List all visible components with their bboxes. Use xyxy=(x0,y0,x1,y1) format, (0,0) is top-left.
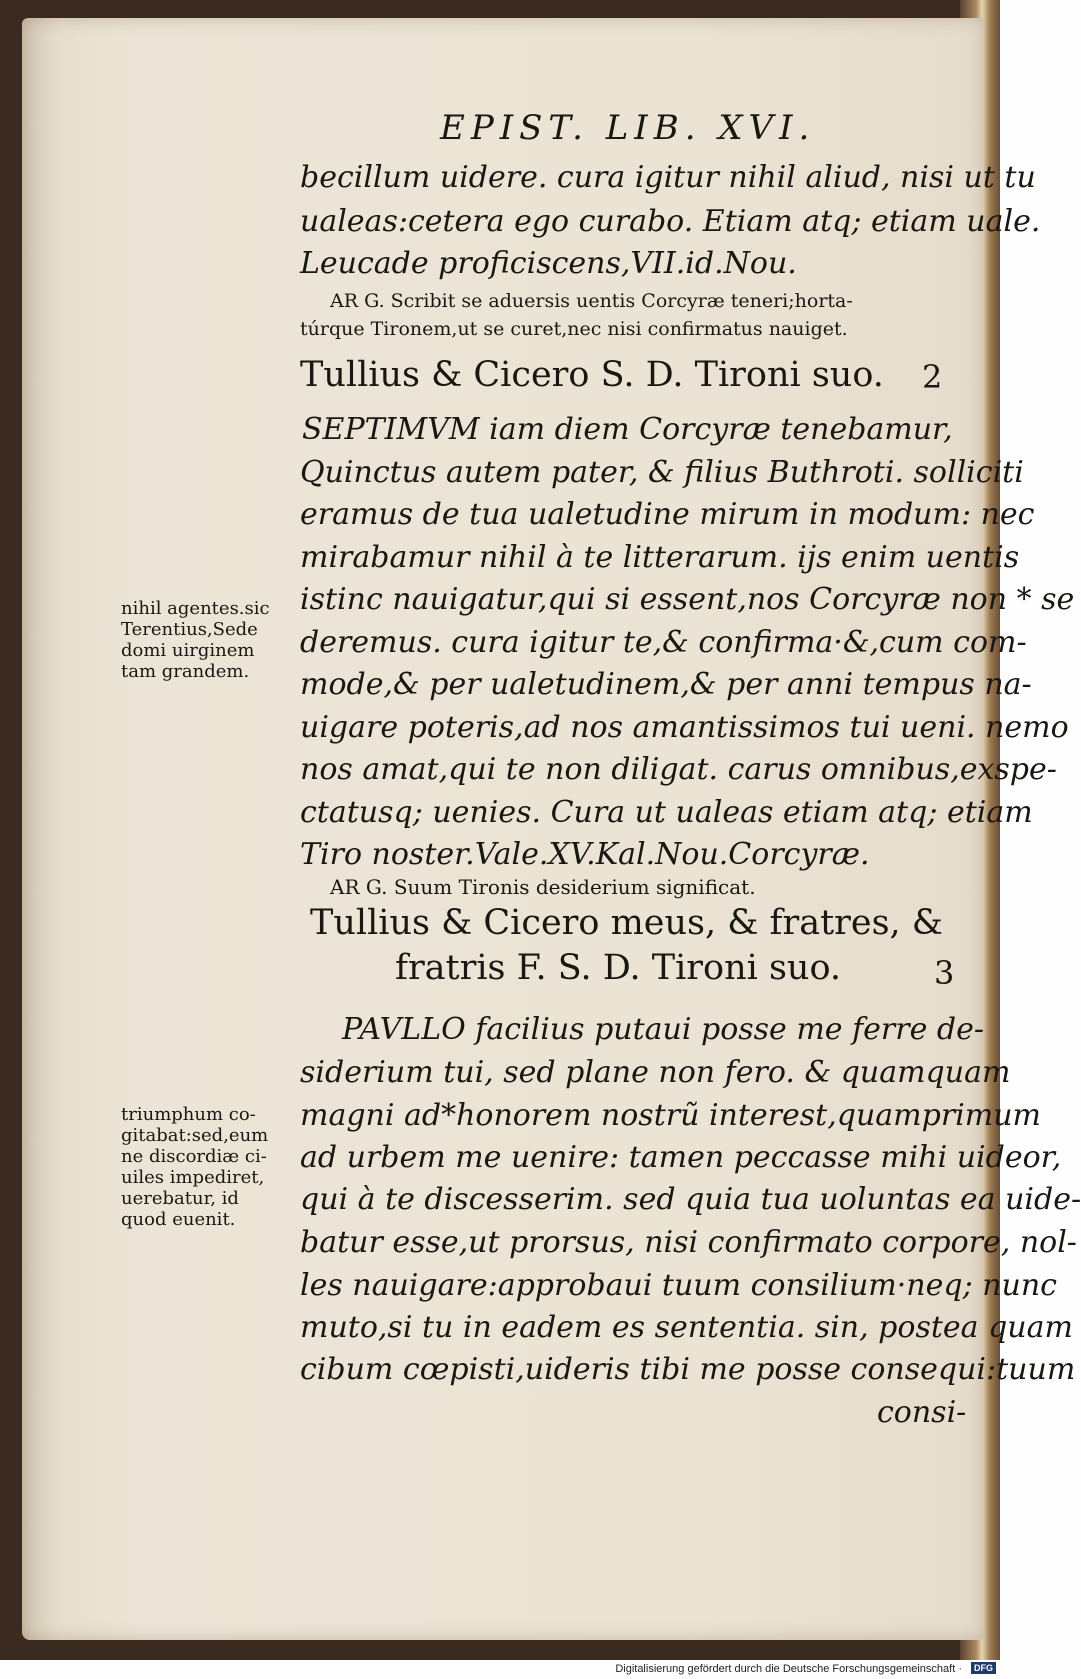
catchword: consi- xyxy=(877,1395,967,1430)
margin-note: nihil agentes.sic Terentius,Sede domi uirginem tam grandem. xyxy=(121,598,270,682)
text-line: mode,& per ualetudinem,& per anni tempus na- xyxy=(300,667,1032,702)
margin-note: triumphum co- gitabat:sed,eum ne discordiæ ci- uiles impediret, uerebatur, id quod euenit. xyxy=(121,1104,269,1230)
text-line: eramus de tua ualetudine mirum in modum: nec xyxy=(300,497,1035,532)
footer-bar xyxy=(0,1660,1000,1679)
text-line: uigare poteris,ad nos amantissimos tui ueni. nemo xyxy=(300,710,1069,745)
text-line: cibum cœpisti,uideris tibi me posse consequi:tuum xyxy=(300,1352,1076,1387)
text-line: ad urbem me uenire: tamen peccasse mihi uideor, xyxy=(300,1140,1062,1175)
letter-heading: fratris F. S. D. Tironi suo. xyxy=(395,948,842,988)
text-line: les nauigare:approbaui tuum consilium·neq; nunc xyxy=(300,1268,1057,1303)
argument-line: túrque Tironem,ut se curet,nec nisi confirmatus nauiget. xyxy=(300,318,848,340)
running-head: EPIST. LIB. XVI. xyxy=(440,108,816,148)
letter-heading: Tullius & Cicero S. D. Tironi suo. xyxy=(300,355,884,395)
text-line: siderium tui, sed plane non fero. & quamquam xyxy=(300,1055,1011,1090)
text-line: PAVLLO facilius putaui posse me ferre de- xyxy=(342,1012,984,1047)
text-line: qui à te discesserim. sed quia tua uoluntas ea uide- xyxy=(300,1182,1081,1217)
text-line: ctatusq; uenies. Cura ut ualeas etiam atq; etiam xyxy=(300,795,1033,830)
text-line: istinc nauigatur,qui si essent,nos Corcyræ non * se xyxy=(300,582,1075,617)
footer-credit: Digitalisierung gefördert durch die Deutsche Forschungsgemeinschaft · xyxy=(615,1663,962,1675)
text-line: ualeas:cetera ego curabo. Etiam atq; etiam uale. xyxy=(300,204,1041,239)
letter-heading: Tullius & Cicero meus, & fratres, & xyxy=(310,903,943,943)
text-line: becillum uidere. cura igitur nihil aliud, nisi ut tu xyxy=(300,160,1036,195)
text-line: Leucade proficiscens,VII.id.Nou. xyxy=(300,246,797,281)
text-line: magni ad*honorem nostrũ interest,quamprimum xyxy=(300,1098,1041,1133)
argument-line: AR G. Suum Tironis desiderium significat. xyxy=(330,875,756,899)
letter-number: 3 xyxy=(934,954,955,992)
dfg-logo: DFG xyxy=(971,1662,996,1674)
letter-number: 2 xyxy=(922,358,943,396)
text-line: muto,si tu in eadem es sententia. sin, postea quam xyxy=(300,1310,1073,1345)
text-line: Tiro noster.Vale.XV.Kal.Nou.Corcyræ. xyxy=(300,837,870,872)
text-line: deremus. cura igitur te,& confirma·&,cum com- xyxy=(300,625,1027,660)
text-line: batur esse,ut prorsus, nisi confirmato corpore, nol- xyxy=(300,1225,1077,1260)
text-line: mirabamur nihil à te litterarum. ijs enim uentis xyxy=(300,540,1020,575)
text-line: Quinctus autem pater, & filius Buthroti. solliciti xyxy=(300,455,1024,490)
text-line: SEPTIMVM iam diem Corcyræ tenebamur, xyxy=(302,412,953,447)
text-line: nos amat,qui te non diligat. carus omnibus,exspe- xyxy=(300,752,1057,787)
argument-line: AR G. Scribit se aduersis uentis Corcyræ teneri;horta- xyxy=(330,290,853,312)
